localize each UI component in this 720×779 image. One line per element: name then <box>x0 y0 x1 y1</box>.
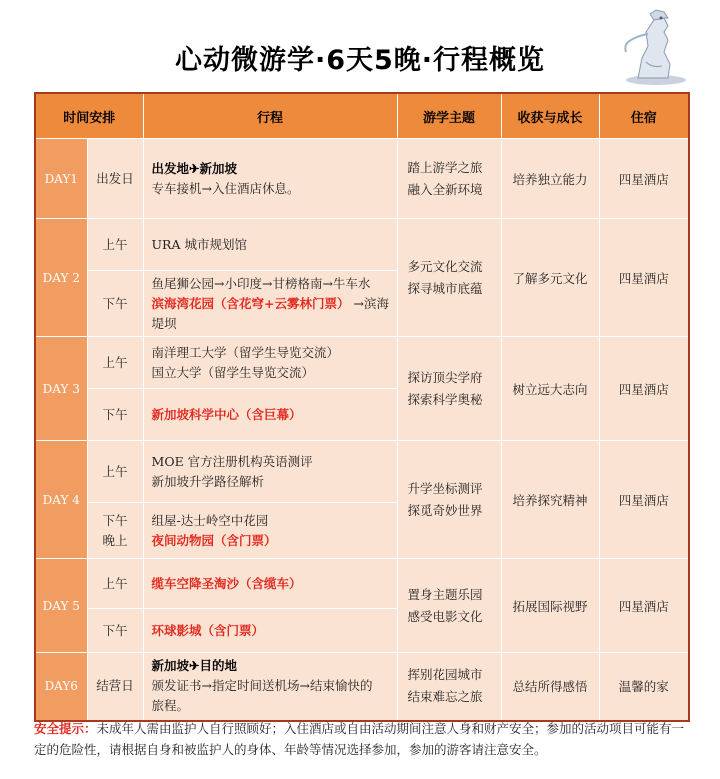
activity-cell <box>143 271 397 337</box>
time-slot-label: 下午 <box>102 622 128 638</box>
time-slot <box>87 337 143 389</box>
time-slot <box>87 389 143 441</box>
hotel-cell: 四星酒店 <box>599 441 689 559</box>
activity-line <box>152 294 393 314</box>
activity-text: 新加坡升学路径解析 <box>151 473 265 489</box>
hotel-cell: 四星酒店 <box>599 337 689 441</box>
growth-cell: 总结所得感悟 <box>501 653 599 721</box>
activity-line <box>152 274 393 294</box>
header-hotel: 住宿 <box>599 93 689 139</box>
theme-cell <box>397 337 501 441</box>
time-slot <box>87 503 143 559</box>
theme-cell <box>397 559 501 653</box>
activity-line <box>152 531 393 551</box>
day-label: DAY 4 <box>35 441 87 559</box>
theme-line: 融入全新环境 <box>407 181 483 197</box>
header-growth: 收获与成长 <box>501 93 599 139</box>
activity-line <box>152 511 393 531</box>
activity-line <box>152 405 393 425</box>
highlighted-activity: 缆车空降圣淘沙（含缆车） <box>151 575 302 591</box>
time-slot <box>87 559 143 609</box>
activity-line <box>152 696 393 716</box>
activity-text: 国立大学（留学生导览交流） <box>151 364 315 380</box>
highlighted-activity: 滨海湾花园（含花穹+云雾林门票） <box>151 295 350 311</box>
theme-line: 置身主题乐园 <box>407 586 483 602</box>
activity-text: 南洋理工大学（留学生导览交流） <box>151 344 340 360</box>
time-slot-label: 上午 <box>102 236 128 252</box>
activity-text: 鱼尾狮公园→小印度→甘榜格南→牛车水 <box>151 275 371 291</box>
activity-line <box>152 656 393 676</box>
page-title: 心动微游学·6天5晚·行程概览 <box>174 45 546 76</box>
activity-cell <box>143 139 397 219</box>
activity-cell <box>143 609 397 653</box>
growth-cell: 培养探究精神 <box>501 441 599 559</box>
hotel-cell: 四星酒店 <box>599 559 689 653</box>
table-row <box>35 337 689 389</box>
activity-text: 组屋-达士岭空中花园 <box>151 512 269 528</box>
activity-line <box>152 621 393 641</box>
theme-line: 挥别花园城市 <box>407 667 483 683</box>
activity-line <box>152 314 393 334</box>
activity-line <box>152 676 393 696</box>
activity-text: URA 城市规划馆 <box>151 236 247 252</box>
time-slot <box>87 653 143 721</box>
time-slot-label: 下午 <box>102 295 128 311</box>
activity-line <box>152 179 393 199</box>
activity-line <box>152 159 393 179</box>
activity-text: 新加坡✈目的地 <box>151 658 237 674</box>
activity-cell <box>143 441 397 503</box>
activity-text: 颁发证书→指定时间送机场→结束愉快的 <box>151 678 373 694</box>
theme-line: 多元文化交流 <box>407 258 483 274</box>
header-itinerary: 行程 <box>143 93 397 139</box>
growth-cell: 树立远大志向 <box>501 337 599 441</box>
table-row <box>35 139 689 219</box>
activity-suffix: →滨海 <box>349 295 389 311</box>
time-slot-label: 下午 <box>102 406 128 422</box>
table-row <box>35 559 689 609</box>
theme-line: 探寻城市底蕴 <box>407 280 483 296</box>
header-theme: 游学主题 <box>397 93 501 139</box>
highlighted-activity: 夜间动物园（含门票） <box>151 532 277 548</box>
activity-line <box>152 235 393 255</box>
activity-line <box>152 472 393 492</box>
activity-line <box>152 574 393 594</box>
safety-notice-text: 未成年人需由监护人自行照顾好；入住酒店或自由活动期间注意人身和财产安全；参加的活动项目可能有一定的危险性，请根据自身和被监护人的身体、年龄等情况选择参加，参加的游客请注意安全。 <box>34 721 685 757</box>
time-slot <box>87 219 143 271</box>
activity-cell <box>143 559 397 609</box>
merlion-logo-icon <box>618 6 692 86</box>
theme-line: 探索科学奥秘 <box>407 391 483 407</box>
activity-text: 专车接机→入住酒店休息。 <box>151 180 300 196</box>
time-slot <box>87 609 143 653</box>
hotel-cell: 温馨的家 <box>599 653 689 721</box>
activity-text: 旅程。 <box>151 698 190 714</box>
theme-cell <box>397 441 501 559</box>
day-label: DAY 3 <box>35 337 87 441</box>
day-label: DAY 5 <box>35 559 87 653</box>
theme-line: 踏上游学之旅 <box>407 159 483 175</box>
time-slot-label: 晚上 <box>102 532 128 548</box>
time-slot-label: 上午 <box>102 354 128 370</box>
growth-cell: 拓展国际视野 <box>501 559 599 653</box>
activity-text: 出发地✈新加坡 <box>151 160 237 176</box>
time-slot <box>87 271 143 337</box>
activity-text: 堤坝 <box>151 315 177 331</box>
itinerary-table <box>34 92 690 722</box>
time-slot <box>87 441 143 503</box>
highlighted-activity: 环球影城（含门票） <box>151 622 265 638</box>
theme-line: 结束难忘之旅 <box>407 689 483 705</box>
time-slot-label: 下午 <box>102 512 128 528</box>
day-label: DAY1 <box>35 139 87 219</box>
growth-cell: 培养独立能力 <box>501 139 599 219</box>
activity-line <box>152 343 393 363</box>
time-slot-label: 上午 <box>102 575 128 591</box>
table-row <box>35 653 689 721</box>
table-row <box>35 219 689 271</box>
time-slot-label: 结营日 <box>96 678 134 694</box>
time-slot <box>87 139 143 219</box>
activity-cell <box>143 653 397 721</box>
table-row <box>35 441 689 503</box>
theme-cell <box>397 139 501 219</box>
activity-cell <box>143 337 397 389</box>
activity-line <box>152 363 393 383</box>
highlighted-activity: 新加坡科学中心（含巨幕） <box>151 406 302 422</box>
activity-text: MOE 官方注册机构英语测评 <box>151 453 313 469</box>
header-row <box>35 93 689 139</box>
activity-cell <box>143 389 397 441</box>
theme-line: 探觅奇妙世界 <box>407 502 483 518</box>
theme-line: 探访顶尖学府 <box>407 369 483 385</box>
hotel-cell: 四星酒店 <box>599 219 689 337</box>
activity-cell <box>143 219 397 271</box>
activity-line <box>152 452 393 472</box>
time-slot-label: 出发日 <box>96 170 134 186</box>
theme-line: 感受电影文化 <box>407 608 483 624</box>
time-slot-label: 上午 <box>102 463 128 479</box>
theme-cell <box>397 219 501 337</box>
header-time: 时间安排 <box>35 93 143 139</box>
hotel-cell: 四星酒店 <box>599 139 689 219</box>
safety-notice-label: 安全提示： <box>34 721 97 736</box>
day-label: DAY6 <box>35 653 87 721</box>
day-label: DAY 2 <box>35 219 87 337</box>
growth-cell: 了解多元文化 <box>501 219 599 337</box>
theme-cell <box>397 653 501 721</box>
safety-notice <box>34 718 694 760</box>
activity-cell <box>143 503 397 559</box>
theme-line: 升学坐标测评 <box>407 480 483 496</box>
